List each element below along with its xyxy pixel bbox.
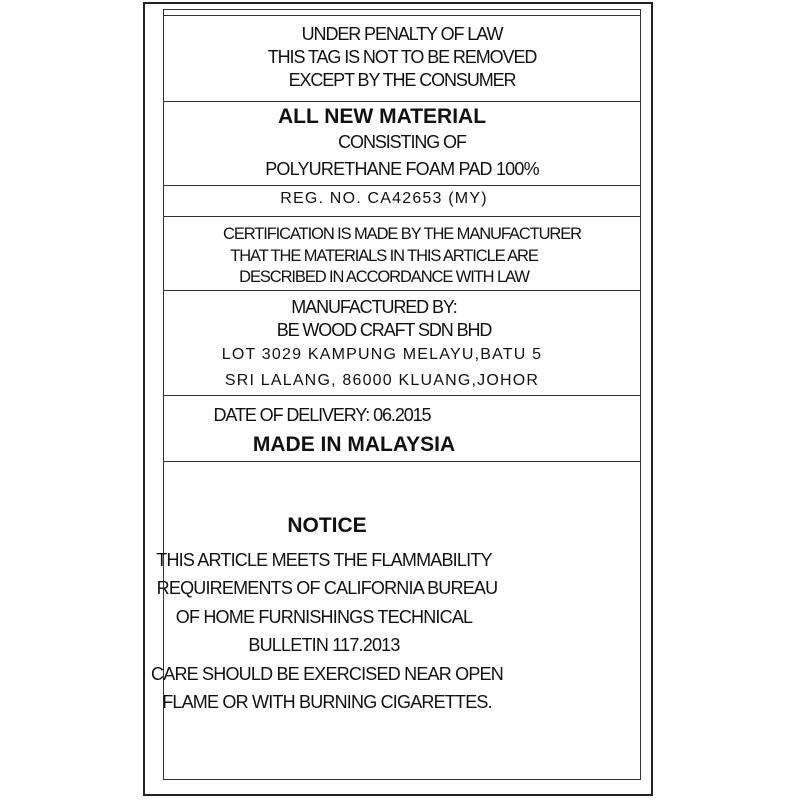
certification-line-1: CERTIFICATION IS MADE BY THE MANUFACTURER xyxy=(223,225,581,243)
notice-line-3: OF HOME FURNISHINGS TECHNICAL xyxy=(175,607,473,627)
material-composition: POLYURETHANE FOAM PAD 100% xyxy=(265,159,539,179)
certification-line-3: DESCRIBED IN ACCORDANCE WITH LAW xyxy=(239,268,529,286)
penalty-line-3: EXCEPT BY THE CONSUMER xyxy=(288,70,516,90)
certification-section xyxy=(163,217,641,290)
penalty-line-1: UNDER PENALTY OF LAW xyxy=(301,24,503,44)
rule-top-1 xyxy=(163,9,641,10)
registration-section xyxy=(163,186,641,216)
notice-heading: NOTICE xyxy=(287,514,367,537)
made-in-country: MADE IN MALAYSIA xyxy=(252,433,456,456)
material-section xyxy=(163,102,641,185)
material-consisting: CONSISTING OF xyxy=(338,132,466,152)
penalty-line-2: THIS TAG IS NOT TO BE REMOVED xyxy=(267,47,537,67)
delivery-date: DATE OF DELIVERY: 06.2015 xyxy=(213,405,431,425)
notice-section xyxy=(151,462,641,780)
manufacturer-address-2: SRI LALANG, 86000 KLUANG,JOHOR xyxy=(224,372,540,389)
penalty-section xyxy=(163,16,641,101)
manufacturer-label: MANUFACTURED BY: xyxy=(291,297,457,317)
notice-line-5: CARE SHOULD BE EXERCISED NEAR OPEN xyxy=(151,664,503,684)
manufacturer-address-1: LOT 3029 KAMPUNG MELAYU,BATU 5 xyxy=(221,346,543,363)
material-heading: ALL NEW MATERIAL xyxy=(277,105,487,128)
notice-line-2: REQUIREMENTS OF CALIFORNIA BUREAU xyxy=(156,578,498,598)
registration-number: REG. NO. CA42653 (MY) xyxy=(280,190,488,207)
manufacturer-section xyxy=(163,291,641,395)
manufacturer-name: BE WOOD CRAFT SDN BHD xyxy=(276,320,492,340)
delivery-section xyxy=(163,396,641,461)
notice-line-4: BULLETIN 117.2013 xyxy=(248,635,400,655)
notice-line-6: FLAME OR WITH BURNING CIGARETTES. xyxy=(162,692,492,712)
certification-line-2: THAT THE MATERIALS IN THIS ARTICLE ARE xyxy=(230,247,538,265)
notice-line-1: THIS ARTICLE MEETS THE FLAMMABILITY xyxy=(156,550,492,570)
